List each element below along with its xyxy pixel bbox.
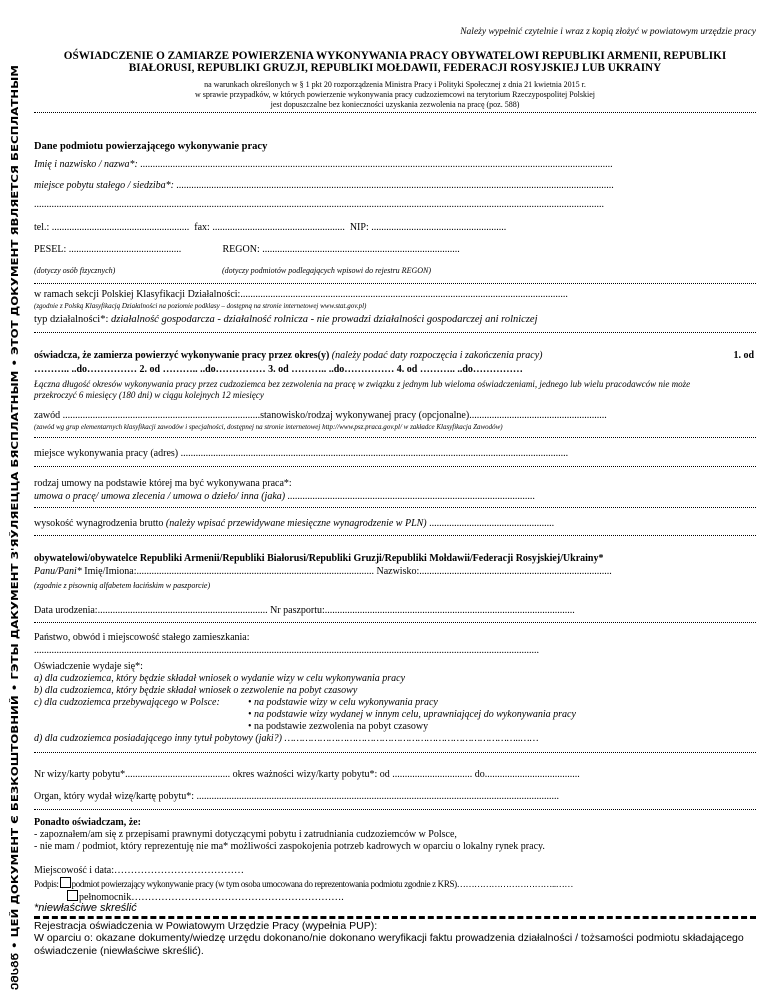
signature-label: Podpis: <box>34 879 59 889</box>
option-c3[interactable]: • na podstawie zezwolenia na pobyt czasowy <box>248 721 429 732</box>
activity-type-options[interactable]: działalność gospodarcza - działalność rolnicza - nie prowadzi działalności gospodarczej ani rolniczej <box>110 314 538 325</box>
divider <box>34 112 756 113</box>
regon-note: (dotyczy podmiotów podlegających wpisowi do rejestru REGON) <box>222 266 432 275</box>
pup-verification: W oparciu o: okazane dokumenty/wiedzę urzędu dokonano/nie dokonano weryfikacji faktu prowadzenia działalności / tożsamości podmiotu składającego oświadczenie (niewłaściwe skreślić). <box>34 932 744 957</box>
sidebar-text: ᲔᲛᲡᲒᲬ • ЦЕЙ ДОКУМЕНТ Є БЕЗКОШТОВНИЙ • ГЭТЫ ДАКУМЕНТ З'ЯЎЛЯЕЦЦА БЯСПЛАТНЫМ • ЭТОТ ДОКУМЕНТ ЯВЛЯЕТСЯ БЕСПЛАТНЫМ <box>10 234 21 990</box>
period-limit-note: Łączna długość okresów wykonywania pracy przez cudzoziemca bez zezwolenia na pracę w związku z jednym lub wieloma oświadczeniami, jednego lub wielu pracodawców nie może przekroczyć 6 miesięcy (180 dni) w ciągu kolejnych 12 miesięcy <box>34 379 691 400</box>
activity-type <box>34 313 756 326</box>
employer-address-field[interactable]: miejsce pobytu stałego / siedziba*: ............................................................................................................................................................................... <box>34 180 614 191</box>
legal-basis-3: jest dopuszczalne bez konieczności uzyskania zezwolenia na pracę (poz. 588) <box>270 100 520 109</box>
legal-basis-2: w sprawie przypadków, w których powierzenie wykonywania pracy cudzoziemcowi na terytorium Rzeczypospolitej Polskiej <box>194 90 596 99</box>
top-note: Należy wypełnić czytelnie i wraz z kopią złożyć w powiatowym urzędzie pracy <box>460 27 756 37</box>
visa-organ-field[interactable]: Organ, który wydał wizę/kartę pobytu*: ................................................................................................................................................. <box>34 791 560 802</box>
birth-passport-field[interactable]: Data urodzenia:.................................................................... Nr paszportu:.................................................................................................... <box>34 605 575 616</box>
employer-signature-field[interactable]: podmiot powierzający wykonywanie pracy (w tym osoba umocowana do reprezentowania podmiotu zgodnie z KRS)……………………………..…… <box>71 879 574 889</box>
occupation-note: (zawód wg grup elementarnych klasyfikacji zawodów i specjalności, dostępnej na stronie internetowej http://www.psz.praca.gov.pl/ w zakładce Klasyfikacja Zawodów) <box>34 423 503 431</box>
pup-section <box>34 920 756 933</box>
option-c2[interactable]: • na podstawie wizy wydanej w innym celu, uprawniającej do wykonywania pracy <box>248 709 576 720</box>
foreigner-heading: obywatelowi/obywatelce Republiki Armenii/Republiki Białorusi/Republiki Gruzji/Republiki Mołdawii/Federacji Rosyjskiej/Ukrainy* <box>34 553 604 564</box>
workplace-field[interactable]: miejsce wykonywania pracy (adres) ........................................................................................................................................................... <box>34 448 569 459</box>
place-date-field[interactable]: Miejscowość i data:………………………………… <box>34 865 244 876</box>
contact-row <box>34 222 756 235</box>
residence-field[interactable]: .......................................................................................................................................................................................................... <box>34 645 539 656</box>
foreigner-name-field[interactable]: Imię/Imiona:............................................................................................... Nazwisko:............................................................................. <box>84 566 612 577</box>
salary-note: (należy wpisać przewidywane miesięczne wynagrodzenie w PLN) <box>165 518 427 529</box>
divider <box>34 752 756 753</box>
tel-field[interactable]: tel.: ....................................................... <box>34 222 190 233</box>
fax-field[interactable]: fax: ..................................................... <box>194 222 345 233</box>
contract-options[interactable]: umowa o pracę/ umowa zlecenia / umowa o dzieło/ inna (jaka) ................................................................................................... <box>34 491 536 502</box>
issued-label: Oświadczenie wydaje się*: <box>34 661 143 672</box>
divider <box>34 535 756 536</box>
divider <box>34 283 756 284</box>
salary-field[interactable]: .................................................. <box>429 518 555 529</box>
name-note: (zgodnie z pisownią alfabetem łacińskim w paszporcie) <box>34 581 211 590</box>
option-a[interactable]: a) dla cudzoziemca, który będzie składał wniosek o wydanie wizy w celu wykonywania pracy <box>34 673 406 684</box>
divider <box>34 437 756 438</box>
divider <box>34 507 756 508</box>
foreigner-name-row <box>34 566 756 579</box>
sidebar-vertical-text <box>2 60 24 990</box>
salary-row <box>34 518 756 531</box>
regon-field[interactable]: REGON: ............................................................................... <box>222 244 460 255</box>
option-c1[interactable]: • na podstawie wizy w celu wykonywania pracy <box>248 697 438 708</box>
occupation-field[interactable]: zawód ...............................................................................stanowisko/rodzaj wykonywanej pracy (opcjonalne)....................................................... <box>34 410 607 421</box>
period-1-label: 1. od <box>733 350 754 361</box>
proxy-checkbox[interactable] <box>67 890 78 901</box>
employer-name-field[interactable]: Imię i nazwisko / nazwa*: ............................................................................................................................................................................................. <box>34 159 613 170</box>
pesel-note: (dotyczy osób fizycznych) <box>34 266 116 275</box>
pup-divider <box>34 916 756 919</box>
visa-field[interactable]: Nr wizy/karty pobytu*.......................................... okres ważności wizy/karty pobytu*: od ................................ do...................................... <box>34 769 580 780</box>
statement-line-2[interactable]: - nie mam / podmiot, który reprezentuję nie ma* możliwości zaspokojenia potrzeb kadrowych w oparciu o lokalny rynek pracy. <box>34 841 545 852</box>
pesel-field[interactable]: PESEL: ............................................. <box>34 244 182 255</box>
legal-basis <box>34 80 756 110</box>
signature-row <box>34 877 756 890</box>
pup-heading: Rejestracja oświadczenia w Powiatowym Urzędzie Pracy (wypełnia PUP): <box>34 920 378 932</box>
statement-line-1: - zapoznałem/am się z przepisami prawnymi dotyczącymi pobytu i zatrudniania cudzoziemców w Polsce, <box>34 829 457 840</box>
divider <box>34 622 756 623</box>
option-d[interactable]: d) dla cudzoziemca posiadającego inny tytuł pobytowy (jaki?) ……………………………………………………………………..…… <box>34 733 539 744</box>
contract-label: rodzaj umowy na podstawie której ma być wykonywana praca*: <box>34 478 292 489</box>
option-c-row <box>34 697 756 710</box>
activity-type-label: typ działalności*: <box>34 314 109 325</box>
strike-note: *niewłaściwe skreślić <box>34 902 137 914</box>
employer-address-cont[interactable]: .................................................................................................................................................................................................................................... <box>34 199 604 210</box>
divider <box>34 466 756 467</box>
title-line-1: OŚWIADCZENIE O ZAMIARZE POWIERZENIA WYKONYWANIA PRACY OBYWATELOWI REPUBLIKI ARMENII, REPUBLIKI <box>63 50 727 62</box>
legal-basis-1: na warunkach określonych w § 1 pkt 20 rozporządzenia Ministra Pracy i Polityki Społecznej z dnia 21 kwietnia 2015 r. <box>204 80 586 89</box>
title-line-2: BIAŁORUSI, REPUBLIKI GRUZJI, REPUBLIKI MOŁDAWII, FEDERACJI ROSYJSKIEJ LUB UKRAINY <box>128 62 662 74</box>
period-dates[interactable]: ……….. ..do…………… 2. od ……….. ..do…………… 3. od ……….. ..do…………… 4. od ……….. ..do…………… <box>34 364 523 375</box>
residence-label: Państwo, obwód i miejscowość stałego zamieszkania: <box>34 632 250 643</box>
employer-signature-checkbox[interactable] <box>60 877 71 888</box>
option-c[interactable]: c) dla cudzoziemca przebywającego w Polsce: <box>34 697 220 708</box>
pkd-field[interactable]: w ramach sekcji Polskiej Klasyfikacji Działalności:................................................................................................................................... <box>34 289 568 300</box>
divider <box>34 809 756 810</box>
nip-field[interactable]: NIP: ...................................................... <box>349 222 507 233</box>
salary-label: wysokość wynagrodzenia brutto <box>34 518 164 529</box>
id-row <box>34 244 756 257</box>
option-b[interactable]: b) dla cudzoziemca, który będzie składał wniosek o zezwolenie na pobyt czasowy <box>34 685 358 696</box>
statement-heading: Ponadto oświadczam, że: <box>34 817 141 828</box>
period-note: (należy podać daty rozpoczęcia i zakończenia pracy) <box>331 350 543 361</box>
employer-heading: Dane podmiotu powierzającego wykonywanie pracy <box>34 141 268 152</box>
form-title <box>34 50 756 74</box>
title-options[interactable]: Panu/Pani* <box>34 566 82 577</box>
period-heading-row <box>34 350 756 363</box>
id-notes-row <box>34 266 756 276</box>
divider <box>34 332 756 333</box>
pkd-note: (zgodnie z Polską Klasyfikacją Działalności na poziomie podklasy – dostępną na stronie internetowej www.stat.gov.pl) <box>34 302 367 310</box>
proxy-signature-field[interactable]: pełnomocnik………………………………………………………. <box>79 892 344 903</box>
period-heading: oświadcza, że zamierza powierzyć wykonywanie pracy przez okres(y) <box>34 350 330 361</box>
